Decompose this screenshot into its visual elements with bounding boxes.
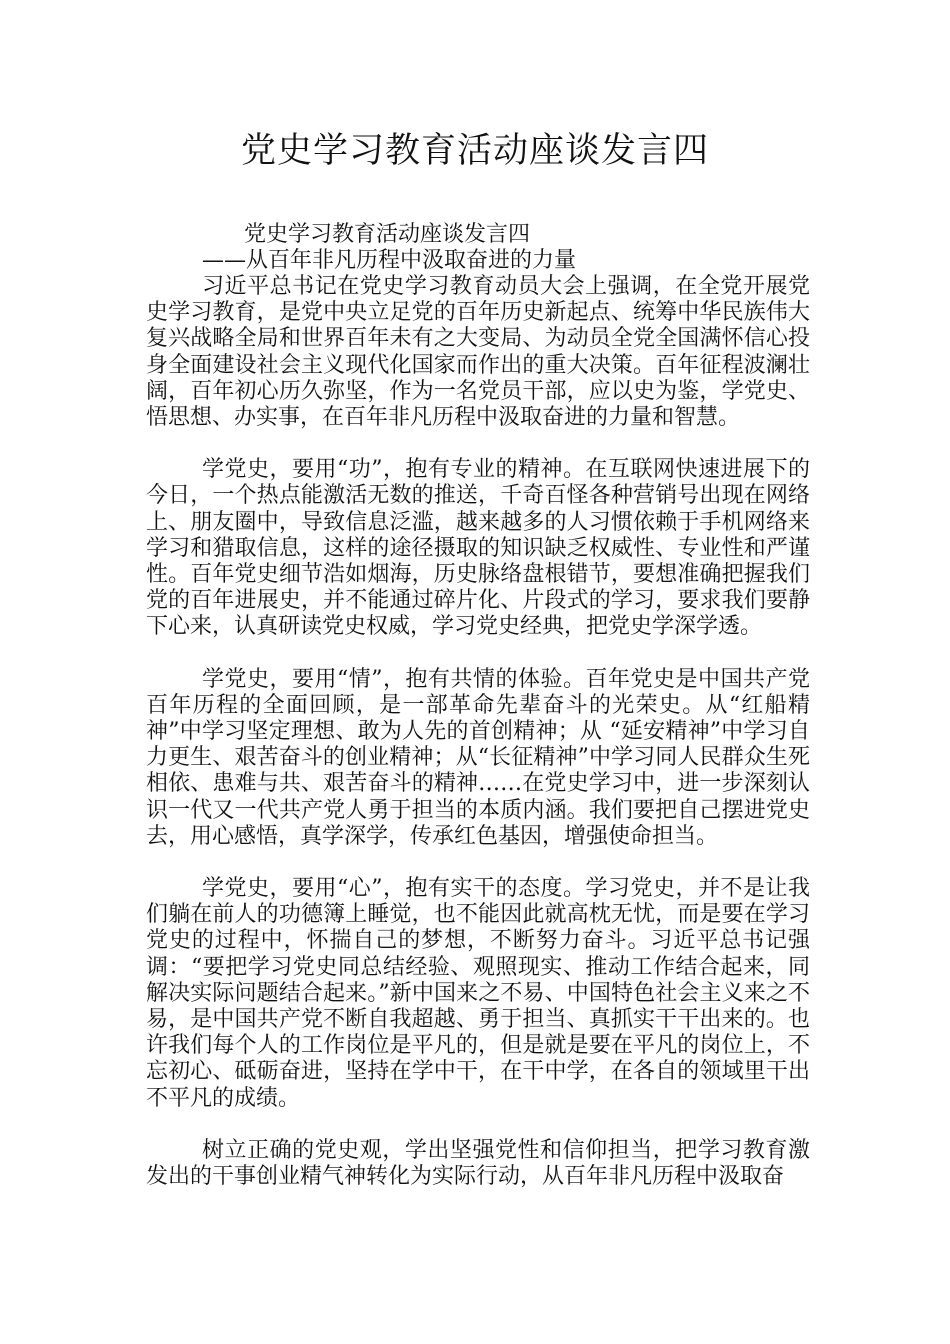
paragraph-conclusion: 树立正确的党史观，学出坚强党性和信仰担当，把学习教育激发出的干事创业精气神转化为实际行动，从百年非凡历程中汲取奋 [146, 1137, 810, 1190]
article-tagline: ——从百年非凡历程中汲取奋进的力量 [202, 248, 577, 273]
article-subtitle: 党史学习教育活动座谈发言四 [244, 222, 531, 247]
paragraph-gap [146, 431, 810, 457]
paragraph-intro: 习近平总书记在党史学习教育动员大会上强调，在全党开展党史学习教育，是党中央立足党的百年历史新起点、统筹中华民族伟大复兴战略全局和世界百年未有之大变局、为动员全党全国满怀信心投身全面建设社会主义现代化国家而作出的重大决策。百年征程波澜壮阔，百年初心历久弥坚，作为一名党员干部，应以史为鉴，学党史、悟思想、办实事，在百年非凡历程中汲取奋进的力量和智慧。 [146, 274, 810, 431]
paragraph-gap [146, 850, 810, 876]
paragraph-qing: 学党史，要用“情”，抱有共情的体验。百年党史是中国共产党百年历程的全面回顾，是一部革命先辈奋斗的光荣史。从“红船精神”中学习坚定理想、敢为人先的首创精神；从 “延安精神”中学习自力更生、艰苦奋斗的创业精神；从“长征精神”中学习同人民群众生死相依、患难与共、艰苦奋斗的精神……在党史学习中，进一步深刻认识一代又一代共产党人勇于担当的本质内涵。我们要把自己摆进党史去，用心感悟，真学深学，传承红色基因，增强使命担当。 [146, 666, 810, 849]
paragraph-xin: 学党史，要用“心”，抱有实干的态度。学习党史，并不是让我们躺在前人的功德簿上睡觉，也不能因此就高枕无忧，而是要在学习党史的过程中，怀揣自己的梦想，不断努力奋斗。习近平总书记强调：“要把学习党史同总结经验、观照现实、推动工作结合起来，同解决实际问题结合起来。”新中国来之不易、中国特色社会主义来之不易，是中国共产党不断自我超越、勇于担当、真抓实干干出来的。也许我们每个人的工作岗位是平凡的，但是就是要在平凡的岗位上，不忘初心、砥砺奋进，坚持在学中干，在干中学，在各自的领域里干出不平凡的成绩。 [146, 876, 810, 1111]
document-title: 党史学习教育活动座谈发言四 [240, 131, 709, 171]
paragraph-gap [146, 641, 810, 667]
paragraph-gong: 学党史，要用“功”，抱有专业的精神。在互联网快速进展下的今日，一个热点能激活无数的推送，千奇百怪各种营销号出现在网络上、朋友圈中，导致信息泛滥，越来越多的人习惯依赖于手机网络来学习和猎取信息，这样的途径摄取的知识缺乏权威性、专业性和严谨性。百年党史细节浩如烟海，历史脉络盘根错节，要想准确把握我们党的百年进展史，并不能通过碎片化、片段式的学习，要求我们要静下心来，认真研读党史权威，学习党史经典，把党史学深学透。 [146, 457, 810, 640]
paragraph-gap [146, 1112, 810, 1138]
document-body [146, 222, 810, 1190]
